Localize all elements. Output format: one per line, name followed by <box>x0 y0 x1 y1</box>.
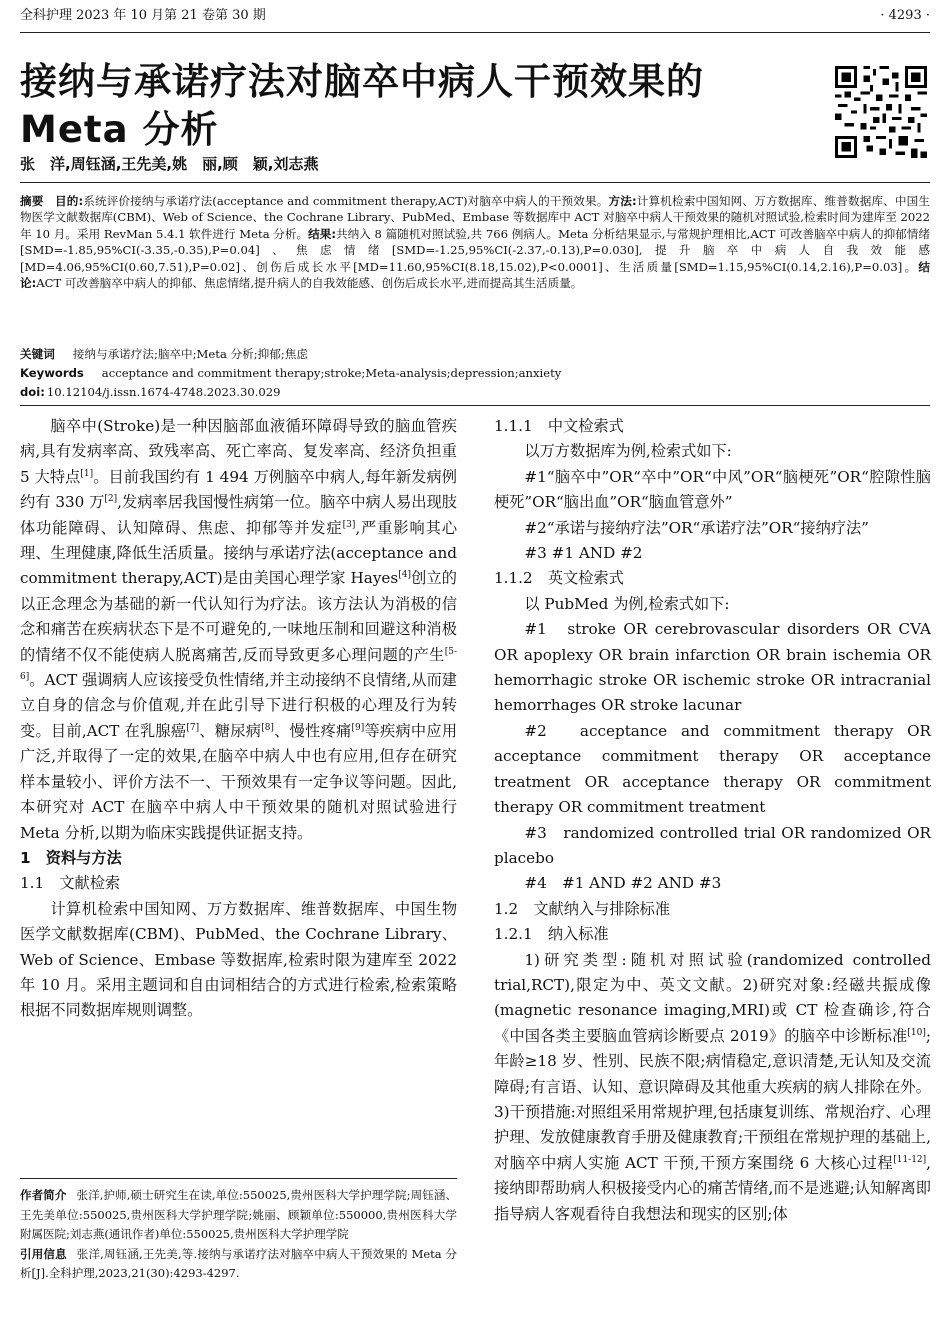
abstract <box>20 193 930 291</box>
subsection-heading: 1.1 文献检索 <box>20 874 121 893</box>
doi-label: doi: <box>20 385 45 399</box>
citation: [8] <box>261 722 274 733</box>
keywords-en-label: Keywords <box>20 366 84 380</box>
author-info-text: 张洋,护师,硕士研究生在读,单位:550025,贵州医科大学护理学院;周钰涵、王先美单位:550025,贵州医科大学护理学院;姚丽、顾颖单位:550000,贵州医科大学附属医院;刘志燕(通讯作者)单位:550025,贵州医科大学护理学院 <box>20 1188 457 1241</box>
section-heading: 1 资料与方法 <box>20 848 122 867</box>
inclusion-paragraph: 1)研究类型:随机对照试验(randomized controlled trial,RCT),限定为中、英文文献。2)研究对象:经磁共振成像(magnetic resonance imaging,MRI)或 CT 检查确诊,符合《中国各类主要脑血管病诊断要点 2019》的脑卒中诊断标准[10];年龄≥18 岁、性别、民族不限;病情稳定,意识清楚,无认知及交流障碍;有言语、认知、意识障碍及其他重大疾病的病人排除在外。3)干预措施:对照组采用常规护理,包括康复训练、常规治疗、心理护理、发放健康教育手册及健康教育;干预组在常规护理的基础上,对脑卒中病人实施 ACT 干预,干预方案围绕 6 大核心过程[11-12],接纳即帮助病人积极接受内心的痛苦情绪,而不是逃避;认知解离即指导病人客观看待自我想法和现实的区别;体 <box>494 950 931 1223</box>
abstract-label: 摘要 <box>20 194 44 208</box>
abstract-rule <box>20 405 930 406</box>
footnote-rule <box>20 1178 457 1179</box>
paragraph: 以 PubMed 为例,检索式如下: <box>524 594 730 613</box>
qr-code-icon <box>835 66 927 158</box>
objective-label: 目的: <box>54 194 84 208</box>
citation: [10] <box>907 1027 926 1038</box>
search-paragraph: 计算机检索中国知网、万方数据库、维普数据库、中国生物医学文献数据库(CBM)、PubMed、the Cochrane Library、Web of Science、Embase 等数据库,检索时限为建库至 2022 年 10 月。采用主题词和自由词相结合的方式进行检索,检索策略根据不同数据库规则调整。 <box>20 899 457 1020</box>
search-query: #3 #1 AND #2 <box>524 544 643 563</box>
keywords-cn <box>20 346 308 362</box>
results-label: 结果: <box>308 226 336 241</box>
citation: [7] <box>186 722 200 733</box>
results-text: 共纳入 8 篇随机对照试验,共 766 例病人。Meta 分析结果显示,与常规护理相比,ACT 可改善脑卒中病人的抑郁情绪[SMD=-1.85,95%CI(-3.35,-0.35),P=0.04]、焦虑情绪[SMD=-1.25,95%CI(-2.37,-0.13),P=0.030],提升脑卒中病人自我效能感[MD=4.06,95%CI(0.60,7.51),P=0.02]、创伤后成长水平[MD=11.60,95%CI(8.18,15.02),P<0.0001]、生活质量[SMD=1.15,95%CI(0.14,2.16),P=0.03]。 <box>20 226 930 274</box>
citation: [3] <box>342 519 356 530</box>
keywords-cn-text: 接纳与承诺疗法;脑卒中;Meta 分析;抑郁;焦虑 <box>72 347 308 361</box>
intro-paragraph: 脑卒中(Stroke)是一种因脑部血液循环障碍导致的脑血管疾病,具有发病率高、致残率高、死亡率高、复发率高、经济负担重 5 大特点[1]。目前我国约有 1 494 万例脑卒中病人,每年新发病例约有 330 万[2],发病率居我国慢性病第一位。脑卒中病人易出现肢体功能障碍、认知障碍、焦虑、抑郁等并发症[3],严重影响其心理、生理健康,降低生活质量。接纳与承诺疗法(acceptance and commitment therapy,ACT)是由美国心理学家 Hayes[4]创立的以正念理念为基础的新一代认知行为疗法。该方法认为消极的信念和痛苦在疾病状态下是不可避免的,一味地压制和回避这种消极的情绪不仅不能使病人脱离痛苦,反而导致更多心理问题的产生[5-6]。ACT 强调病人应该接受负性情绪,并主动接纳不良情绪,从而建立自身的信念与价值观,并在此引导下进行积极的心理及行为转变。目前,ACT 在乳腺癌[7]、糖尿病[8]、慢性疼痛[9]等疾病中应用广泛,并取得了一定的效果,在脑卒中病人中也有应用,但存在研究样本量较小、评价方法不一、干预效果有一定争议等问题。因此,本研究对 ACT 在脑卒中病人中干预效果的随机对照试验进行 Meta 分析,以期为临床实践提供证据支持。 <box>20 417 458 842</box>
citation-info-label: 引用信息 <box>20 1246 67 1261</box>
keywords-cn-label: 关键词 <box>20 347 55 361</box>
keywords-en-text: acceptance and commitment therapy;stroke;Meta-analysis;depression;anxiety <box>101 366 562 380</box>
citation: [4] <box>398 570 411 581</box>
citation: [11-12] <box>893 1154 927 1165</box>
citation: [2] <box>104 494 118 505</box>
search-query: #1 stroke OR cerebrovascular disorders OR CVA OR apoplexy OR brain infarction OR brain ischemia OR hemorrhagic stroke OR ischemic stroke OR intracranial hemorrhages OR stroke lacunar <box>494 620 931 715</box>
header-rule <box>20 32 930 33</box>
citation-info-text: 张洋,周钰涵,王先美,等.接纳与承诺疗法对脑卒中病人干预效果的 Meta 分析[J].全科护理,2023,21(30):4293-4297. <box>20 1246 457 1280</box>
subsection-heading: 1.2 文献纳入与排除标准 <box>494 899 671 918</box>
author-info <box>20 1186 457 1245</box>
author-info-label: 作者简介 <box>20 1188 67 1202</box>
citation: [5-6] <box>20 646 457 682</box>
title-line-1: 接纳与承诺疗法对脑卒中病人干预效果的 <box>20 60 704 103</box>
author-list: 张 洋,周钰涵,王先美,姚 丽,顾 颖,刘志燕 <box>20 155 319 173</box>
objective-text: 系统评价接纳与承诺疗法(acceptance and commitment therapy,ACT)对脑卒中病人的干预效果。 <box>83 194 609 208</box>
right-column <box>494 414 931 1227</box>
conclusion-label: 结论: <box>20 259 930 291</box>
search-query: #1“脑卒中”OR“卒中”OR“中风”OR“脑梗死”OR“腔隙性脑梗死”OR“脑出血”OR“脑血管意外” <box>494 467 931 512</box>
conclusion-text: ACT 可改善脑卒中病人的抑郁、焦虑情绪,提升病人的自我效能感、创伤后成长水平,进而提高其生活质量。 <box>36 276 583 291</box>
subsection-heading: 1.1.2 英文检索式 <box>494 569 624 588</box>
methods-label: 方法: <box>608 194 637 208</box>
authors-rule <box>20 182 930 183</box>
subsection-heading: 1.1.1 中文检索式 <box>494 417 624 435</box>
paragraph: 以万方数据库为例,检索式如下: <box>524 442 732 461</box>
title-line-2: Meta 分析 <box>20 108 219 151</box>
left-column <box>20 414 457 1024</box>
methods-text: 计算机检索中国知网、万方数据库、维普数据库、中国生物医学文献数据库(CBM)、Web of Science、the Cochrane Library、PubMed、Embase 等数据库中 ACT 对脑卒中病人干预效果的随机对照试验,检索时间为建库至 2022 年 10 月。采用 RevMan 5.4.1 软件进行 Meta 分析。 <box>20 194 930 241</box>
doi-text: 10.12104/j.issn.1674-4748.2023.30.029 <box>46 385 281 399</box>
citation: [9] <box>351 722 365 733</box>
subsection-heading: 1.2.1 纳入标准 <box>494 925 609 944</box>
search-query: #2“承诺与接纳疗法”OR“承诺疗法”OR“接纳疗法” <box>524 518 869 537</box>
article-title <box>20 58 820 154</box>
running-header <box>20 6 930 26</box>
search-query: #3 randomized controlled trial OR randomized OR placebo <box>494 823 931 867</box>
citation: [1] <box>80 468 94 479</box>
journal-issue: 全科护理 2023 年 10 月第 21 卷第 30 期 <box>20 8 266 23</box>
citation-info <box>20 1245 457 1284</box>
doi <box>20 384 281 400</box>
search-query: #4 #1 AND #2 AND #3 <box>524 874 722 893</box>
page-number: · 4293 · <box>880 8 930 23</box>
footnote <box>20 1186 457 1284</box>
keywords-en <box>20 365 561 381</box>
search-query: #2 acceptance and commitment therapy OR acceptance commitment therapy OR acceptance treatment OR acceptance therapy OR commitment therapy OR commitment treatment <box>494 721 931 817</box>
